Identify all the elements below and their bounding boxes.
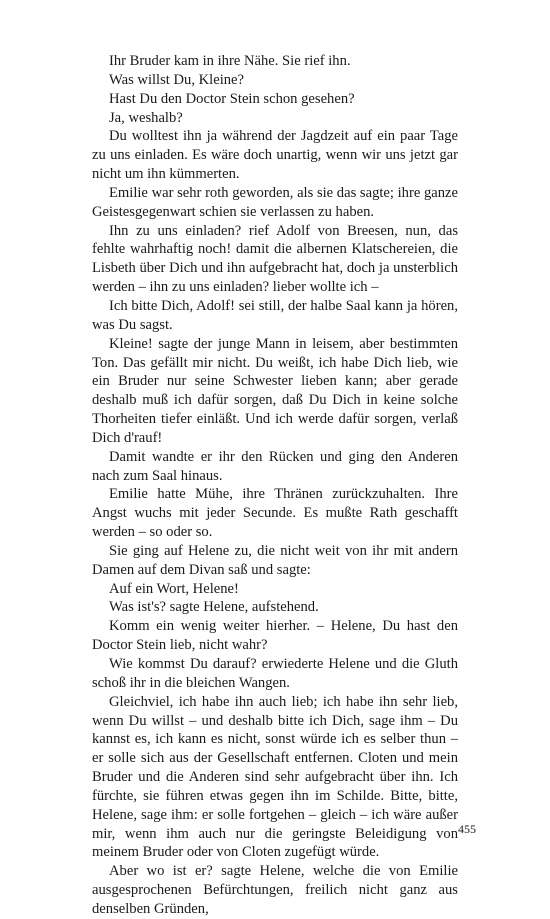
- paragraph: Ich bitte Dich, Adolf! sei still, der halbe Saal kann ja hören, was Du sagst.: [92, 297, 458, 333]
- paragraph: Emilie war sehr roth geworden, als sie das sagte; ihre ganze Geistesgegenwart schien sie verlassen zu haben.: [92, 184, 458, 220]
- paragraph: Hast Du den Doctor Stein schon gesehen?: [109, 90, 355, 107]
- paragraph: Ihn zu uns einladen? rief Adolf von Breesen, nun, das fehlte wahrhaftig noch! damit die albernen Klatschereien, die Lisbeth über Dich und ihn aufgebracht hat, doch ja unsterblich werden – ihn zu uns einladen? lieber wollte ich –: [92, 222, 458, 296]
- paragraph: Emilie hatte Mühe, ihre Thränen zurückzuhalten. Ihre Angst wuchs mit jeder Secunde. Es mußte Rath geschafft werden – so oder so.: [92, 486, 458, 541]
- paragraph: Komm ein wenig weiter hierher. – Helene, Du hast den Doctor Stein lieb, nicht wahr?: [92, 618, 458, 654]
- paragraph: Du wolltest ihn ja während der Jagdzeit auf ein paar Tage zu uns einladen. Es wäre doch unartig, wenn wir uns jetzt gar nicht um ihn kümmerten.: [92, 128, 458, 183]
- paragraph: Auf ein Wort, Helene!: [109, 580, 239, 597]
- paragraph: Gleichviel, ich habe ihn auch lieb; ich habe ihn sehr lieb, wenn Du willst – und deshalb bitte ich Dich, sage ihm – Du kannst es, ich kann es nicht, sonst würde ich es selber thun – er solle sich aus der Gesellschaft entfernen. Cloten und mein Bruder und die Anderen sind sehr aufgebracht über ihn. Ich fürchte, sie führen etwas gegen ihn im Schilde. Bitte, bitte, Helene, sage ihm: er solle fortgehen – gleich – ich wäre außer mir, wenn ihm auch nur die geringste Beleidigung von meinem Bruder oder von Cloten zugefügt würde.: [92, 693, 458, 861]
- paragraph: Aber wo ist er? sagte Helene, welche die von Emilie ausgesprochenen Befürchtungen, freilich nicht ganz aus denselben Gründen,: [92, 863, 458, 917]
- page-number: 455: [458, 822, 476, 836]
- page-text-block: [92, 52, 458, 919]
- paragraph: Was willst Du, Kleine?: [109, 71, 245, 88]
- paragraph: Ihr Bruder kam in ihre Nähe. Sie rief ihn.: [109, 53, 351, 69]
- paragraph: Was ist's? sagte Helene, aufstehend.: [109, 599, 319, 616]
- paragraph: Damit wandte er ihr den Rücken und ging den Anderen nach zum Saal hinaus.: [92, 448, 458, 484]
- paragraph: Sie ging auf Helene zu, die nicht weit von ihr mit andern Damen auf dem Divan saß und sagte:: [92, 542, 458, 578]
- paragraph: Wie kommst Du darauf? erwiederte Helene und die Gluth schoß ihr in die bleichen Wangen.: [92, 656, 458, 691]
- paragraph: Kleine! sagte der junge Mann in leisem, aber bestimmten Ton. Das gefällt mir nicht. Du weißt, ich habe Dich lieb, wie ein Bruder nur seine Schwester lieben kann; aber gerade deshalb muß ich dafür sorgen, daß Du Dich in keine solche Thorheiten tiefer einläßt. Und ich werde dafür sorgen, verlaß Dich d'rauf!: [92, 335, 458, 446]
- paragraph: Ja, weshalb?: [109, 109, 183, 126]
